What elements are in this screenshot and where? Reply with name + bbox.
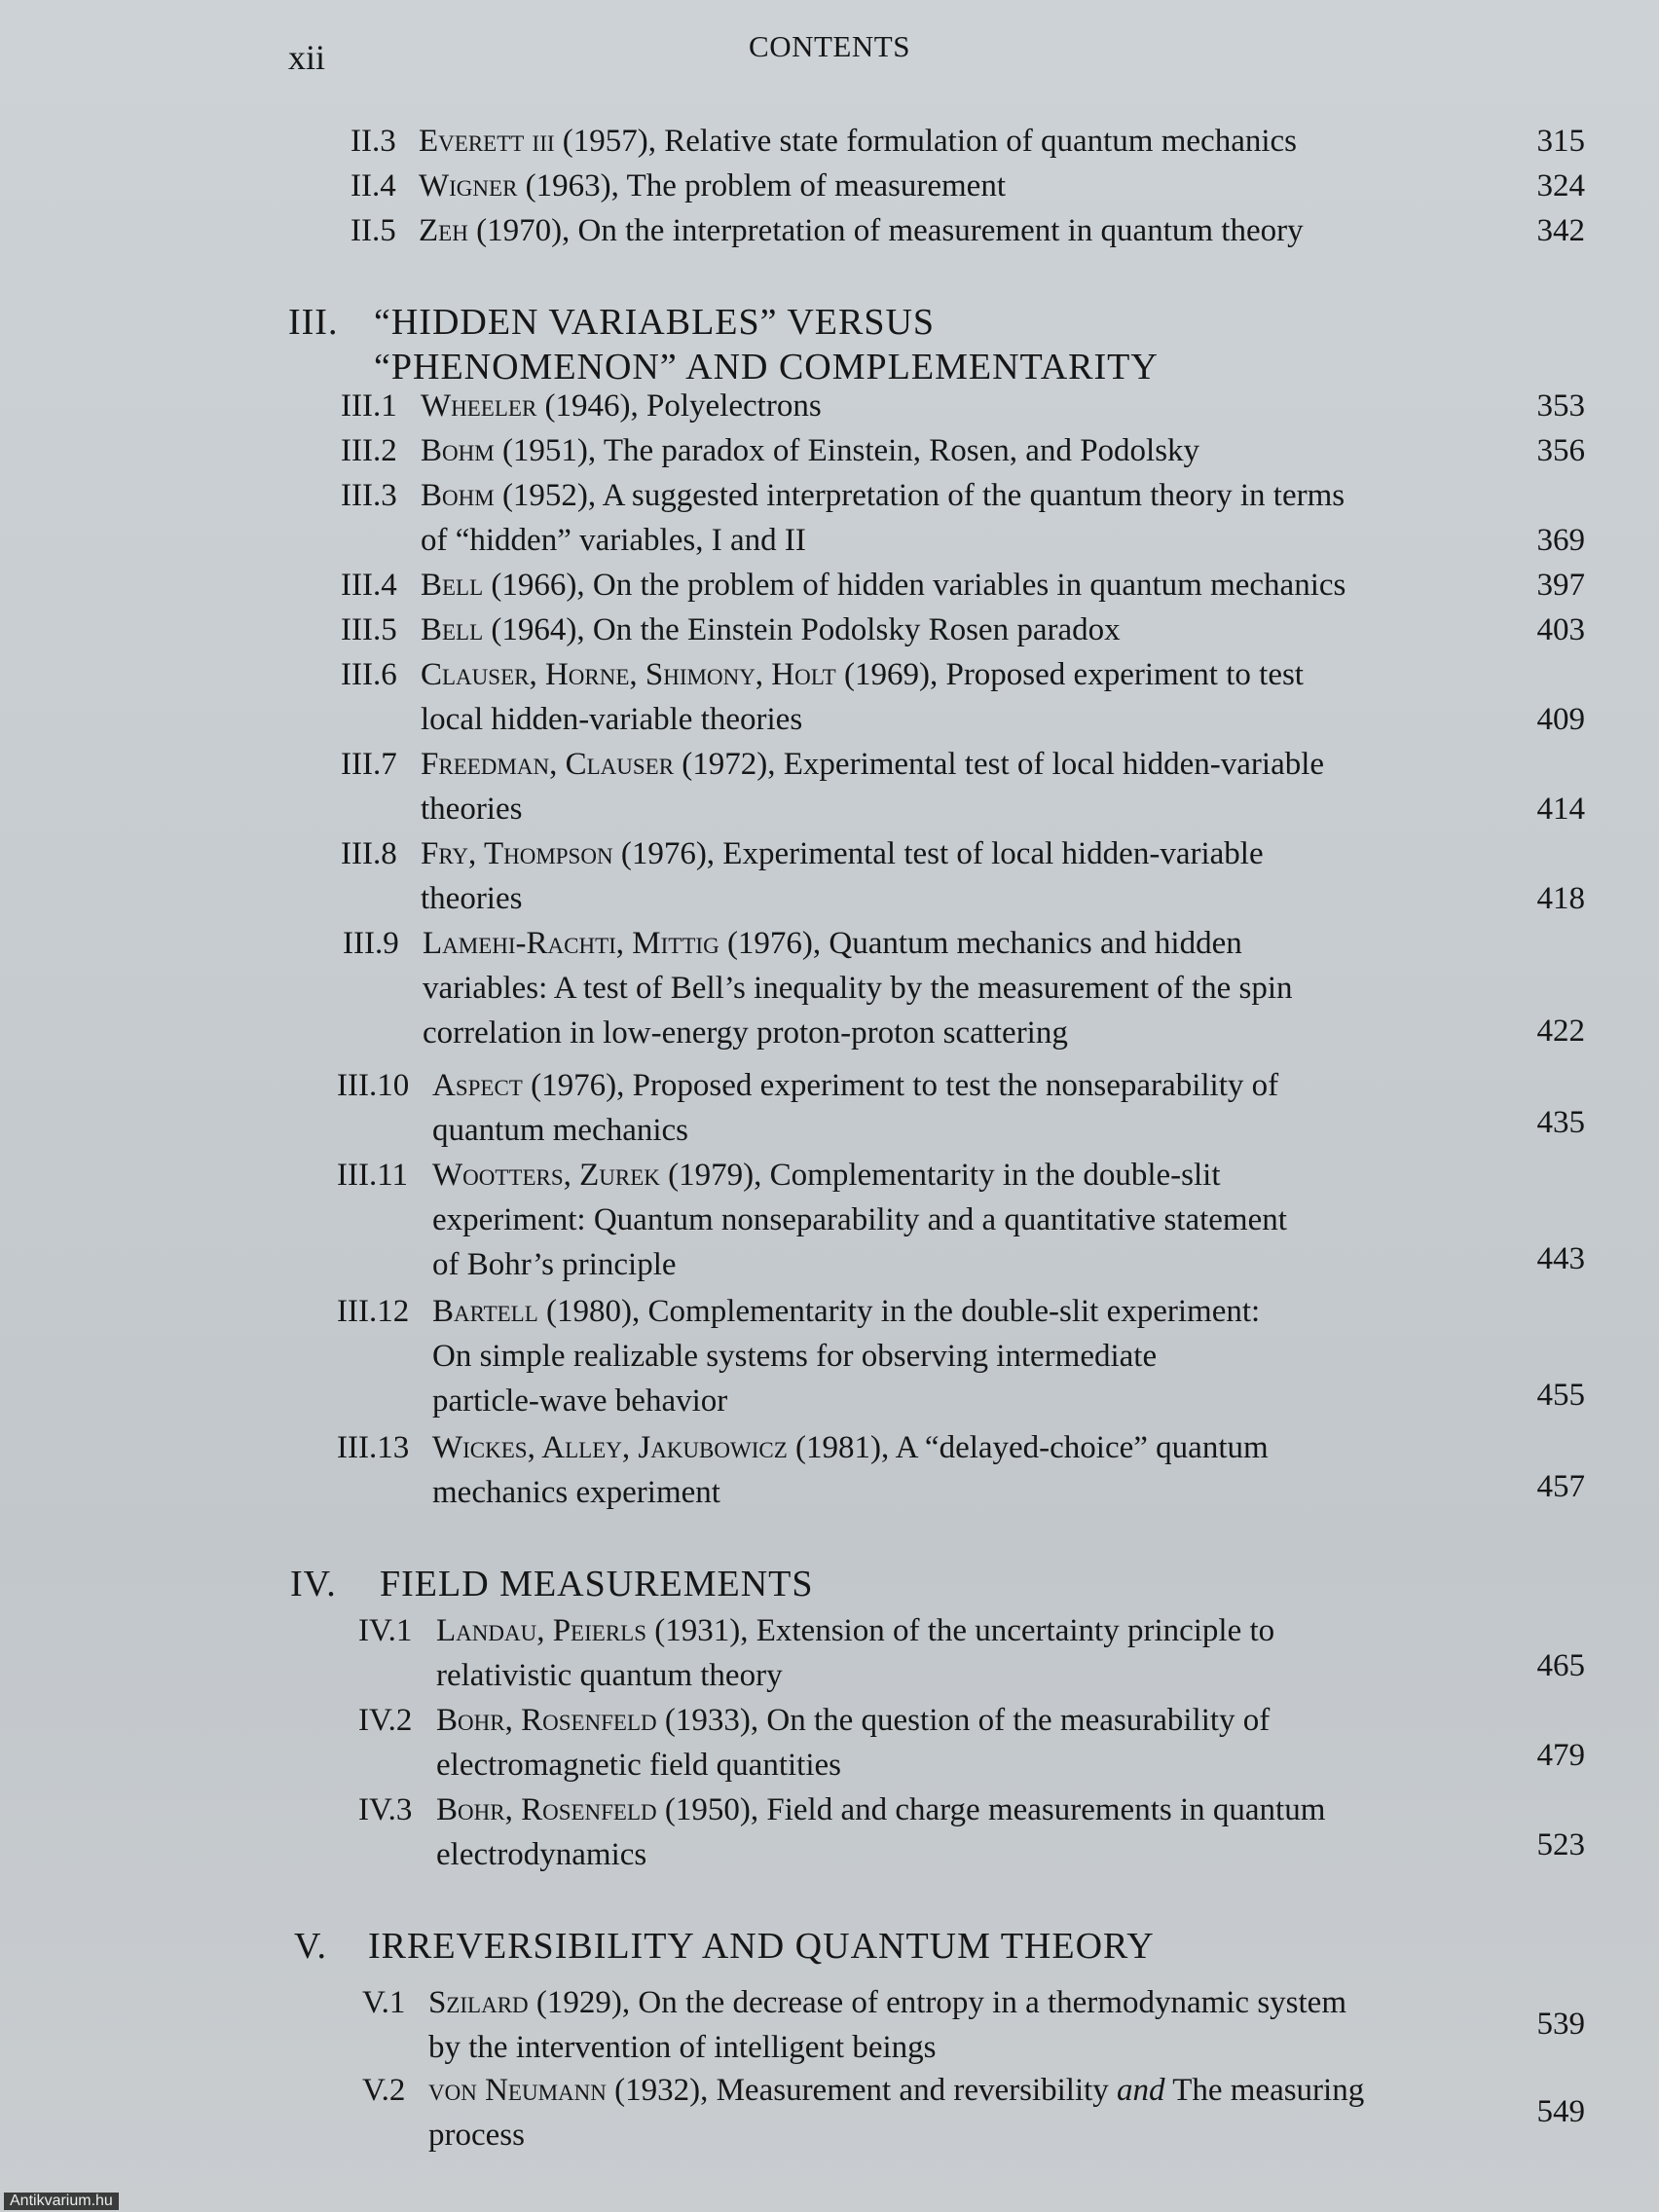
entry-title-continuation: theories <box>421 792 523 827</box>
entry-page-number: 443 <box>1536 1241 1585 1276</box>
entry-title: (1957), Relative state formulation of quantum mechanics <box>554 124 1297 159</box>
entry-title-line <box>419 164 1006 208</box>
entry-number: III.13 <box>337 1430 410 1465</box>
entry-title: The measuring <box>1164 2073 1365 2108</box>
toc-entry <box>341 608 1470 652</box>
entry-title-line <box>428 2068 1364 2113</box>
toc-entry <box>341 831 1470 921</box>
entry-title: (1964), On the Einstein Podolsky Rosen paradox <box>483 612 1121 647</box>
entry-title-line <box>421 428 1199 473</box>
entry-number: III.3 <box>341 478 397 513</box>
toc-entry <box>341 473 1470 563</box>
entry-page-number: 414 <box>1536 792 1585 827</box>
entry-page-number: 409 <box>1536 702 1585 737</box>
entry-title-continuation: by the intervention of intelligent beings <box>428 2030 937 2065</box>
entry-title-continuation: electrodynamics <box>436 1837 647 1872</box>
entry-title-line <box>421 384 822 428</box>
entry-title: (1976), Proposed experiment to test the nonseparability of <box>522 1068 1279 1103</box>
entry-number: V.1 <box>362 1985 406 2020</box>
toc-entry <box>362 2068 1470 2157</box>
toc-entry <box>341 563 1470 608</box>
entry-title-line <box>421 563 1346 608</box>
page-number: xii <box>288 38 326 77</box>
toc-entry <box>343 921 1470 1055</box>
entry-page-number: 457 <box>1536 1469 1585 1504</box>
entry-page-number: 403 <box>1536 612 1585 647</box>
entry-number: III.10 <box>337 1068 410 1103</box>
entry-number: II.3 <box>350 124 396 159</box>
entry-authors: Wigner <box>419 168 518 203</box>
entry-authors: Wickes, Alley, Jakubowicz <box>432 1430 788 1465</box>
entry-page-number: 369 <box>1536 523 1585 558</box>
running-title: CONTENTS <box>749 29 910 63</box>
entry-title-continuation: of “hidden” variables, I and II <box>421 523 806 558</box>
entry-title-continuation: particle-wave behavior <box>432 1383 728 1419</box>
entry-title-line <box>419 208 1304 253</box>
toc-entry <box>341 384 1470 428</box>
entry-title: (1933), On the question of the measurability of <box>656 1703 1271 1738</box>
entry-number: III.11 <box>337 1158 408 1193</box>
section-heading-v <box>294 1924 1462 1969</box>
entry-authors: Bohr, Rosenfeld <box>436 1792 657 1827</box>
entry-page-number: 523 <box>1536 1827 1585 1862</box>
entry-title-continuation: On simple realizable systems for observing intermediate <box>432 1339 1158 1374</box>
entry-title: (1950), Field and charge measurements in quantum <box>656 1792 1326 1827</box>
entry-authors: Zeh <box>419 213 468 248</box>
entry-number: III.6 <box>341 657 397 692</box>
entry-title: (1972), Experimental test of local hidden-variable <box>674 747 1325 782</box>
entry-authors: Lamehi-Rachti, Mittig <box>423 926 719 961</box>
section-title-line-2: “PHENOMENON” AND COMPLEMENTARITY <box>374 347 1159 387</box>
entry-page-number: 397 <box>1536 568 1585 603</box>
toc-entry <box>341 742 1470 831</box>
entry-title: (1946), Polyelectrons <box>536 388 822 424</box>
entry-title: (1966), On the problem of hidden variables in quantum mechanics <box>483 568 1346 603</box>
entry-title: (1969), Proposed experiment to test <box>835 657 1304 692</box>
section-number: III. <box>288 302 339 343</box>
entry-authors: Freedman, Clauser <box>421 747 675 782</box>
entry-page-number: 353 <box>1536 388 1585 424</box>
entry-page-number: 342 <box>1536 213 1585 248</box>
entry-number: IV.2 <box>358 1703 413 1738</box>
entry-number: IV.3 <box>358 1792 413 1827</box>
entry-page-number: 549 <box>1536 2094 1585 2129</box>
entry-title-line <box>421 742 1324 787</box>
entry-number: II.5 <box>350 213 396 248</box>
entry-title-line <box>432 1425 1269 1470</box>
entry-authors: Fry, Thompson <box>421 836 613 871</box>
entry-page-number: 422 <box>1536 1014 1585 1049</box>
entry-title: (1951), The paradox of Einstein, Rosen, and Podolsky <box>494 433 1200 468</box>
entry-title-line <box>421 652 1304 697</box>
entry-title: (1976), Experimental test of local hidden-variable <box>612 836 1264 871</box>
section-title: IRREVERSIBILITY AND QUANTUM THEORY <box>368 1926 1155 1967</box>
entry-authors: Everett iii <box>419 124 555 159</box>
toc-entry <box>337 1153 1470 1287</box>
toc-entry <box>362 1980 1470 2070</box>
entry-title-continuation: electromagnetic field quantities <box>436 1748 841 1783</box>
entry-authors: Bartell <box>432 1294 538 1329</box>
entry-page-number: 356 <box>1536 433 1585 468</box>
entry-title-continuation: theories <box>421 881 523 916</box>
entry-title-continuation: variables: A test of Bell’s inequality by the measurement of the spin <box>423 971 1293 1006</box>
entry-page-number: 418 <box>1536 881 1585 916</box>
entry-title: (1929), On the decrease of entropy in a thermodynamic system <box>528 1985 1346 2020</box>
toc-entry <box>350 208 1470 253</box>
entry-title: (1970), On the interpretation of measurement in quantum theory <box>467 213 1304 248</box>
entry-title-line <box>432 1289 1260 1334</box>
entry-title: (1976), Quantum mechanics and hidden <box>719 926 1242 961</box>
toc-entry <box>337 1289 1470 1423</box>
toc-entry <box>358 1698 1470 1788</box>
entry-authors: Bohm <box>421 433 495 468</box>
toc-entry <box>337 1063 1470 1153</box>
section-heading-iii <box>288 300 1456 389</box>
entry-page-number: 479 <box>1536 1738 1585 1773</box>
entry-title: (1952), A suggested interpretation of the quantum theory in terms <box>494 478 1346 513</box>
entry-title-line <box>419 119 1297 164</box>
toc-entry <box>341 652 1470 742</box>
entry-page-number: 435 <box>1536 1105 1585 1140</box>
entry-page-number: 539 <box>1536 2007 1585 2042</box>
entry-authors: Bell <box>421 568 484 603</box>
entry-title-line <box>423 921 1242 966</box>
entry-authors: Wheeler <box>421 388 537 424</box>
entry-number: III.1 <box>341 388 397 424</box>
entry-title-continuation: quantum mechanics <box>432 1113 689 1148</box>
toc-entry <box>337 1425 1470 1515</box>
entry-title-continuation: process <box>428 2118 525 2153</box>
toc-entry <box>358 1608 1470 1698</box>
watermark: Antikvarium.hu <box>4 2193 119 2210</box>
entry-title: (1980), Complementarity in the double-slit experiment: <box>537 1294 1261 1329</box>
entry-page-number: 315 <box>1536 124 1585 159</box>
entry-title: (1931), Extension of the uncertainty principle to <box>646 1613 1275 1648</box>
entry-title-line <box>421 831 1264 876</box>
section-heading-iv <box>290 1562 1264 1606</box>
entry-authors: Bohr, Rosenfeld <box>436 1703 657 1738</box>
entry-number: IV.1 <box>358 1613 413 1648</box>
entry-title-line <box>436 1698 1270 1743</box>
entry-authors: Szilard <box>428 1985 529 2020</box>
entry-title-line <box>428 1980 1346 2025</box>
entry-number: II.4 <box>350 168 396 203</box>
entry-authors: Clauser, Horne, Shimony, Holt <box>421 657 836 692</box>
entry-authors: Aspect <box>432 1068 523 1103</box>
entry-authors: Bohm <box>421 478 495 513</box>
entry-number: III.9 <box>343 926 399 961</box>
entry-title: (1932), Measurement and reversibility <box>606 2073 1118 2108</box>
section-title-line-1: “HIDDEN VARIABLES” VERSUS <box>374 302 936 343</box>
entry-page-number: 455 <box>1536 1378 1585 1413</box>
entry-title: (1981), A “delayed-choice” quantum <box>787 1430 1269 1465</box>
entry-title-line <box>436 1608 1274 1653</box>
entry-title: (1963), The problem of measurement <box>517 168 1006 203</box>
entry-number: III.8 <box>341 836 397 871</box>
entry-title-continuation: mechanics experiment <box>432 1475 720 1510</box>
toc-entry <box>350 119 1470 164</box>
entry-authors: Wootters, Zurek <box>432 1158 660 1193</box>
toc-entry <box>358 1788 1470 1877</box>
section-title: FIELD MEASUREMENTS <box>380 1564 814 1604</box>
entry-number: III.7 <box>341 747 397 782</box>
entry-number: III.12 <box>337 1294 410 1329</box>
section-number: IV. <box>290 1564 337 1604</box>
entry-title-line <box>436 1788 1325 1832</box>
entry-number: III.4 <box>341 568 397 603</box>
entry-title-line <box>432 1063 1278 1108</box>
entry-page-number: 465 <box>1536 1648 1585 1683</box>
entry-title-continuation: relativistic quantum theory <box>436 1658 783 1693</box>
entry-authors: Bell <box>421 612 484 647</box>
entry-title-continuation: local hidden-variable theories <box>421 702 803 737</box>
entry-title-italic: and <box>1117 2073 1165 2108</box>
entry-page-number: 324 <box>1536 168 1585 203</box>
entry-authors: Landau, Peierls <box>436 1613 646 1648</box>
entry-title: (1979), Complementarity in the double-slit <box>659 1158 1221 1193</box>
entry-title-line <box>432 1153 1221 1198</box>
entry-number: III.5 <box>341 612 397 647</box>
entry-title-continuation: of Bohr’s principle <box>432 1247 677 1282</box>
entry-title-continuation: correlation in low-energy proton-proton scattering <box>423 1015 1068 1051</box>
entry-title-continuation: experiment: Quantum nonseparability and a quantitative statement <box>432 1202 1287 1237</box>
entry-number: III.2 <box>341 433 397 468</box>
entry-number: V.2 <box>362 2073 406 2108</box>
entry-authors: von Neumann <box>428 2073 607 2108</box>
section-number: V. <box>294 1926 328 1967</box>
entry-title-line <box>421 608 1121 652</box>
toc-entry <box>350 164 1470 208</box>
toc-entry <box>341 428 1470 473</box>
entry-title-line <box>421 473 1345 518</box>
